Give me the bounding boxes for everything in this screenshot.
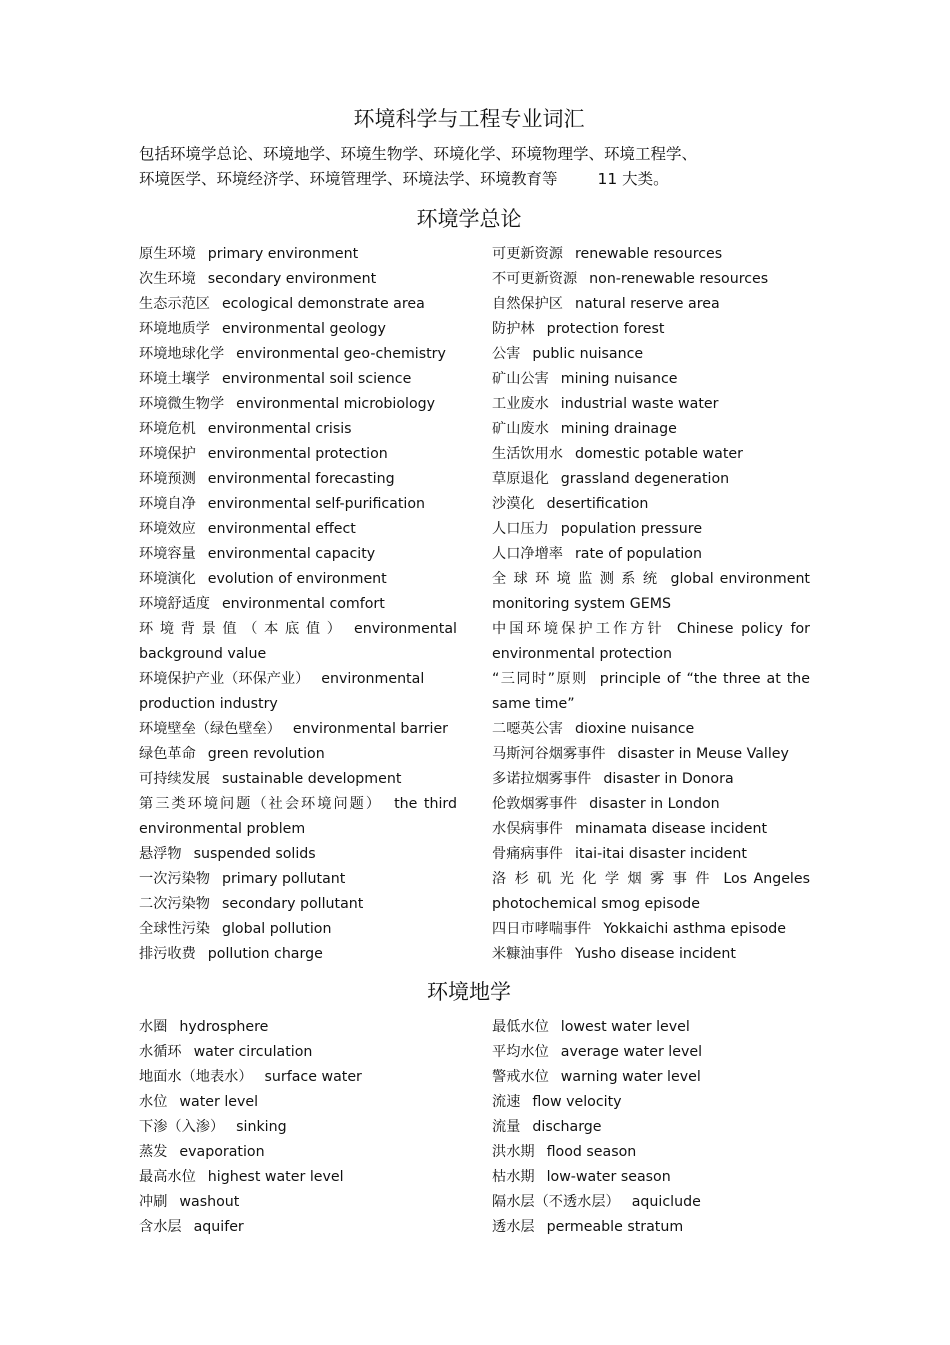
glossary-entry (139, 842, 457, 867)
term-chinese: 下渗（入渗） (139, 1119, 225, 1135)
term-english: primary pollutant (221, 871, 346, 887)
glossary-entry (139, 1115, 457, 1140)
term-chinese: 防护林 (492, 321, 535, 337)
glossary-entry (139, 1165, 457, 1190)
glossary-entry (139, 592, 457, 617)
term-chinese: 二次污染物 (139, 896, 210, 912)
term-english: highest water level (207, 1169, 344, 1185)
section-title-geoscience: 环境地学 (427, 980, 511, 1004)
term-chinese: 第三类环境问题（社会环境问题） (139, 796, 383, 812)
glossary-entry (492, 767, 810, 792)
term-english: environmental background value (139, 621, 457, 662)
glossary-entry (492, 1065, 810, 1090)
glossary-entry (139, 317, 457, 342)
term-chinese: 可更新资源 (492, 246, 563, 262)
term-english: renewable resources (574, 246, 723, 262)
term-chinese: 可持续发展 (139, 771, 210, 787)
term-english: lowest water level (560, 1019, 690, 1035)
term-english: environmental self-purification (207, 496, 426, 512)
glossary-entry (139, 617, 457, 667)
glossary-entry (139, 467, 457, 492)
term-english: aquiclude (631, 1194, 701, 1210)
section-general-left-column (139, 242, 457, 967)
glossary-entry (139, 1015, 457, 1040)
term-chinese: 草原退化 (492, 471, 549, 487)
section-title-general: 环境学总论 (416, 207, 522, 231)
term-english: global pollution (221, 921, 332, 937)
term-chinese: 生态示范区 (139, 296, 210, 312)
term-english: natural reserve area (574, 296, 720, 312)
glossary-entry (139, 1215, 457, 1240)
glossary-entry (492, 267, 810, 292)
term-chinese: 骨痛病事件 (492, 846, 563, 862)
term-english: disaster in Donora (603, 771, 734, 787)
term-chinese: 环境演化 (139, 571, 196, 587)
term-english: Yusho disease incident (574, 946, 736, 962)
term-chinese: 最低水位 (492, 1019, 549, 1035)
glossary-entry (139, 917, 457, 942)
term-english: mining drainage (560, 421, 677, 437)
term-chinese: 环境保护 (139, 446, 196, 462)
term-chinese: 中国环境保护工作方针 (492, 621, 665, 637)
glossary-entry (492, 1215, 810, 1240)
term-english: aquifer (193, 1219, 244, 1235)
glossary-entry (492, 1015, 810, 1040)
glossary-entry (492, 717, 810, 742)
term-chinese: 平均水位 (492, 1044, 549, 1060)
glossary-entry (492, 942, 810, 967)
term-chinese: 原生环境 (139, 246, 196, 262)
term-english: primary environment (207, 246, 359, 262)
term-chinese: 全球性污染 (139, 921, 210, 937)
glossary-entry (139, 1065, 457, 1090)
term-chinese: 环境预测 (139, 471, 196, 487)
term-english: minamata disease incident (574, 821, 768, 837)
term-chinese: 最高水位 (139, 1169, 196, 1185)
term-english: grassland degeneration (560, 471, 730, 487)
term-english: disaster in London (589, 796, 720, 812)
glossary-entry (139, 567, 457, 592)
term-english: environmental geology (221, 321, 386, 337)
term-chinese: 环境效应 (139, 521, 196, 537)
term-chinese: 矿山废水 (492, 421, 549, 437)
term-english: public nuisance (532, 346, 644, 362)
term-english: rate of population (574, 546, 702, 562)
term-chinese: 流量 (492, 1119, 521, 1135)
glossary-entry (139, 292, 457, 317)
term-english: the third environmental problem (139, 796, 457, 837)
glossary-entry (139, 717, 457, 742)
term-chinese: 矿山公害 (492, 371, 549, 387)
term-chinese: 环境容量 (139, 546, 196, 562)
term-chinese: 环境自净 (139, 496, 196, 512)
glossary-entry (492, 542, 810, 567)
glossary-entry (139, 367, 457, 392)
term-english: environmental soil science (221, 371, 412, 387)
term-english: principle of “the three at the same time” (492, 671, 811, 712)
glossary-entry (492, 392, 810, 417)
term-english: disaster in Meuse Valley (617, 746, 789, 762)
term-chinese: 流速 (492, 1094, 521, 1110)
term-chinese: 水位 (139, 1094, 168, 1110)
term-english: population pressure (560, 521, 703, 537)
term-english: secondary pollutant (221, 896, 364, 912)
term-english: hydrosphere (179, 1019, 269, 1035)
term-english: water circulation (193, 1044, 313, 1060)
term-chinese: 一次污染物 (139, 871, 210, 887)
intro-line-2-text: 环境医学、环境经济学、环境管理学、环境法学、环境教育等 (139, 170, 558, 188)
term-chinese: 排污收费 (139, 946, 196, 962)
term-chinese: 环境壁垒（绿色壁垒） (139, 721, 281, 737)
term-english: mining nuisance (560, 371, 678, 387)
term-chinese: 警戒水位 (492, 1069, 549, 1085)
glossary-entry (492, 667, 810, 717)
term-english: environmental microbiology (236, 396, 436, 412)
term-english: permeable stratum (546, 1219, 684, 1235)
glossary-entry (139, 492, 457, 517)
glossary-entry (492, 242, 810, 267)
glossary-entry (492, 367, 810, 392)
glossary-entry (139, 1190, 457, 1215)
term-chinese: 马斯河谷烟雾事件 (492, 746, 606, 762)
glossary-entry (492, 342, 810, 367)
glossary-entry (139, 417, 457, 442)
term-english: ecological demonstrate area (221, 296, 425, 312)
glossary-entry (139, 242, 457, 267)
intro-line-1: 包括环境学总论、环境地学、环境生物学、环境化学、环境物理学、环境工程学、 (139, 145, 698, 163)
term-chinese: 透水层 (492, 1219, 535, 1235)
glossary-entry (492, 1165, 810, 1190)
term-english: surface water (264, 1069, 362, 1085)
term-english: environmental barrier (292, 721, 449, 737)
glossary-entry (139, 1090, 457, 1115)
term-chinese: 洛 杉 矶 光 化 学 烟 雾 事 件 (492, 871, 712, 887)
term-chinese: 水循环 (139, 1044, 182, 1060)
intro-category-count: 11 大类。 (597, 170, 669, 188)
term-chinese: 人口压力 (492, 521, 549, 537)
term-english: environmental production industry (139, 671, 425, 712)
term-chinese: 四日市哮喘事件 (492, 921, 592, 937)
section-geoscience-right-column (492, 1015, 810, 1240)
term-english: environmental effect (207, 521, 356, 537)
term-chinese: 伦敦烟雾事件 (492, 796, 578, 812)
glossary-entry (139, 517, 457, 542)
term-english: discharge (532, 1119, 602, 1135)
term-english: domestic potable water (574, 446, 743, 462)
term-english: green revolution (207, 746, 325, 762)
term-chinese: 洪水期 (492, 1144, 535, 1160)
term-chinese: 次生环境 (139, 271, 196, 287)
glossary-entry (492, 617, 810, 667)
term-chinese: 工业废水 (492, 396, 549, 412)
term-chinese: 公害 (492, 346, 521, 362)
term-chinese: 不可更新资源 (492, 271, 578, 287)
term-english: secondary environment (207, 271, 377, 287)
term-chinese: 环境舒适度 (139, 596, 210, 612)
term-english: global environment monitoring system GEMS (492, 571, 810, 612)
term-english: environmental protection (207, 446, 388, 462)
term-chinese: 人口净增率 (492, 546, 563, 562)
term-english: average water level (560, 1044, 703, 1060)
glossary-entry (139, 742, 457, 767)
term-english: flood season (546, 1144, 637, 1160)
term-english: Chinese policy for environmental protection (492, 621, 810, 662)
glossary-entry (492, 1140, 810, 1165)
glossary-entry (492, 792, 810, 817)
term-english: sinking (236, 1119, 287, 1135)
term-chinese: 二噁英公害 (492, 721, 563, 737)
section-geoscience-left-column (139, 1015, 457, 1240)
glossary-entry (492, 442, 810, 467)
section-general-right-column (492, 242, 810, 967)
document-title: 环境科学与工程专业词汇 (353, 107, 585, 131)
glossary-entry (492, 1190, 810, 1215)
glossary-entry (492, 492, 810, 517)
glossary-entry (492, 917, 810, 942)
term-chinese: 环境土壤学 (139, 371, 210, 387)
glossary-entry (139, 667, 457, 717)
term-chinese: 环境地球化学 (139, 346, 225, 362)
glossary-entry (492, 742, 810, 767)
term-chinese: 自然保护区 (492, 296, 563, 312)
term-chinese: 悬浮物 (139, 846, 182, 862)
intro-paragraph (139, 142, 819, 192)
term-chinese: 冲刷 (139, 1194, 168, 1210)
glossary-entry (139, 942, 457, 967)
term-english: protection forest (546, 321, 665, 337)
term-english: itai-itai disaster incident (574, 846, 747, 862)
glossary-entry (139, 442, 457, 467)
glossary-entry (139, 767, 457, 792)
term-chinese: 水圈 (139, 1019, 168, 1035)
term-chinese: 绿色革命 (139, 746, 196, 762)
glossary-entry (139, 1140, 457, 1165)
term-chinese: 环境微生物学 (139, 396, 225, 412)
term-chinese: 蒸发 (139, 1144, 168, 1160)
glossary-entry (492, 417, 810, 442)
term-english: warning water level (560, 1069, 701, 1085)
glossary-entry (492, 842, 810, 867)
glossary-entry (492, 317, 810, 342)
term-chinese: 地面水（地表水） (139, 1069, 253, 1085)
term-chinese: 沙漠化 (492, 496, 535, 512)
term-english: water level (179, 1094, 259, 1110)
term-english: flow velocity (532, 1094, 622, 1110)
glossary-entry (492, 1040, 810, 1065)
term-chinese: 环 境 背 景 值 （ 本 底 值 ） (139, 621, 342, 637)
term-chinese: 枯水期 (492, 1169, 535, 1185)
term-english: suspended solids (193, 846, 316, 862)
glossary-entry (492, 867, 810, 917)
term-english: environmental comfort (221, 596, 385, 612)
term-english: environmental geo-chemistry (236, 346, 446, 362)
term-english: Los Angeles photochemical smog episode (492, 871, 810, 912)
term-chinese: 多诺拉烟雾事件 (492, 771, 592, 787)
term-chinese: 含水层 (139, 1219, 182, 1235)
term-english: environmental forecasting (207, 471, 395, 487)
glossary-entry (139, 267, 457, 292)
term-english: environmental capacity (207, 546, 376, 562)
term-chinese: 环境危机 (139, 421, 196, 437)
intro-line-2 (139, 167, 819, 192)
glossary-entry (139, 1040, 457, 1065)
glossary-entry (492, 1090, 810, 1115)
glossary-entry (139, 392, 457, 417)
glossary-entry (492, 517, 810, 542)
term-english: pollution charge (207, 946, 323, 962)
term-english: sustainable development (221, 771, 402, 787)
glossary-entry (139, 867, 457, 892)
glossary-entry (492, 1115, 810, 1140)
glossary-entry (139, 892, 457, 917)
term-chinese: 全 球 环 境 监 测 系 统 (492, 571, 659, 587)
term-chinese: 米糠油事件 (492, 946, 563, 962)
term-english: industrial waste water (560, 396, 719, 412)
glossary-entry (492, 467, 810, 492)
term-english: Yokkaichi asthma episode (603, 921, 786, 937)
term-english: evaporation (179, 1144, 265, 1160)
term-english: washout (179, 1194, 240, 1210)
glossary-entry (139, 342, 457, 367)
term-chinese: 环境保护产业（环保产业） (139, 671, 310, 687)
term-english: non-renewable resources (589, 271, 769, 287)
term-chinese: 环境地质学 (139, 321, 210, 337)
glossary-entry (492, 567, 810, 617)
term-chinese: “三同时”原则 (492, 671, 588, 687)
term-english: evolution of environment (207, 571, 387, 587)
term-chinese: 水俣病事件 (492, 821, 563, 837)
term-english: dioxine nuisance (574, 721, 695, 737)
glossary-entry (139, 542, 457, 567)
glossary-entry (492, 817, 810, 842)
term-chinese: 生活饮用水 (492, 446, 563, 462)
term-english: low-water season (546, 1169, 671, 1185)
glossary-entry (492, 292, 810, 317)
term-english: desertification (546, 496, 649, 512)
glossary-entry (139, 792, 457, 842)
term-chinese: 隔水层（不透水层） (492, 1194, 620, 1210)
term-english: environmental crisis (207, 421, 352, 437)
